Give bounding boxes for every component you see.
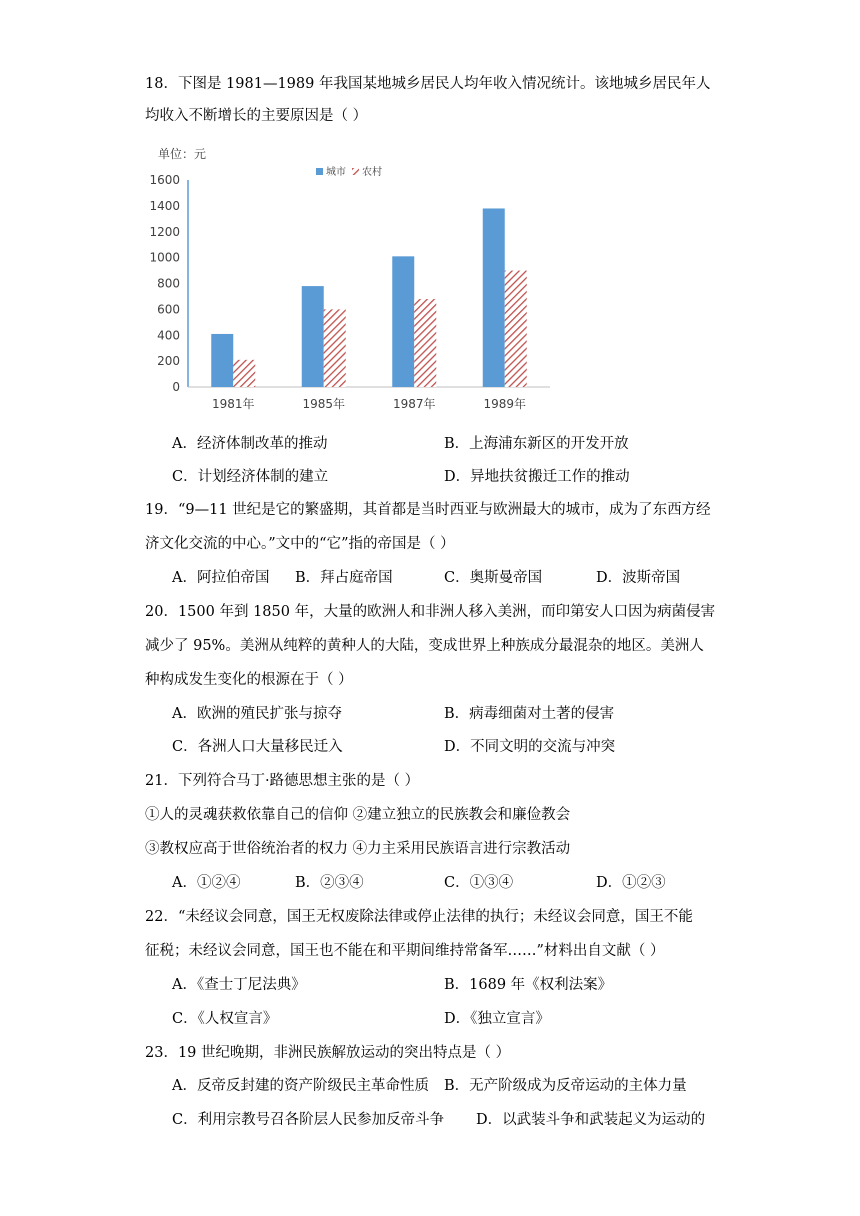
bar-rural [505,271,527,387]
y-tick-label: 1400 [149,198,180,213]
q23-option-d[interactable]: D．以武装斗争和武装起义为运动的 [476,1112,706,1128]
q22-option-a[interactable]: A．《查士丁尼法典》 [172,977,306,993]
y-tick-label: 600 [157,302,180,317]
y-axis-ticks [149,173,180,394]
q20-option-c[interactable]: C．各洲人口大量移民迁入 [172,739,343,755]
bar-rural [414,299,436,387]
legend-label-city: 城市 [326,167,346,178]
x-tick-label: 1987年 [392,397,436,411]
q21-option-a[interactable]: A．①②④ [172,875,241,891]
chart-legend [316,165,382,178]
bar-city [392,256,414,387]
bar-city [211,334,233,387]
q18-option-a[interactable]: A．经济体制改革的推动 [172,436,328,452]
q21-option-b[interactable]: B．②③④ [295,875,364,891]
q23-option-b[interactable]: B．无产阶级成为反帝运动的主体力量 [444,1078,687,1094]
legend-label-rural: 农村 [362,167,382,178]
y-tick-label: 1200 [149,224,180,239]
q18-option-c[interactable]: C．计划经济体制的建立 [172,469,329,485]
q19-stem-line1: 19．“9—11 世纪是它的繁盛期，其首都是当时西亚与欧洲最大的城市，成为了东西方经 [145,502,711,518]
q18-option-b[interactable]: B．上海浦东新区的开发开放 [444,436,629,452]
legend-swatch-city [316,168,323,175]
x-tick-label: 1989年 [483,397,527,411]
legend-swatch-rural [352,168,359,175]
q20-stem-line2: 减少了 95%。美洲从纯粹的黄种人的大陆，变成世界上种族成分最混杂的地区。美洲人 [145,638,704,654]
q21-stem-line2: ①人的灵魂获救依靠自己的信仰 ②建立独立的民族教会和廉俭教会 [145,807,571,823]
q20-option-b[interactable]: B．病毒细菌对土著的侵害 [444,706,615,722]
q23-option-a[interactable]: A．反帝反封建的资产阶级民主革命性质 [172,1078,429,1094]
chart-unit-label: 单位：元 [158,147,207,161]
q22-option-d[interactable]: D．《独立宣言》 [444,1011,550,1027]
x-tick-label: 1985年 [302,397,346,411]
q20-option-d[interactable]: D．不同文明的交流与冲突 [444,739,616,755]
q22-option-c[interactable]: C．《人权宣言》 [172,1011,278,1027]
q19-option-b[interactable]: B．拜占庭帝国 [295,570,393,586]
income-bar-chart [140,140,560,420]
q18-option-d[interactable]: D．异地扶贫搬迁工作的推动 [444,469,630,485]
q22-stem-line2: 征税；未经议会同意，国王也不能在和平期间维持常备军……”材料出自文献（ ） [145,943,665,959]
q21-stem-line1: 21．下列符合马丁·路德思想主张的是（ ） [145,773,420,789]
bar-city [302,286,324,387]
q19-option-c[interactable]: C．奥斯曼帝国 [444,570,543,586]
q20-option-a[interactable]: A．欧洲的殖民扩张与掠夺 [172,706,342,722]
q22-stem-line1: 22．“未经议会同意，国王无权废除法律或停止法律的执行；未经议会同意，国王不能 [145,909,693,925]
x-axis-labels [212,396,526,411]
y-tick-label: 1600 [149,173,180,187]
q22-option-b[interactable]: B．1689 年《权利法案》 [444,977,613,993]
q18-stem-line2: 均收入不断增长的主要原因是（ ） [145,108,368,124]
q23-stem-line1: 23．19 世纪晚期，非洲民族解放运动的突出特点是（ ） [145,1045,511,1061]
q21-option-d[interactable]: D．①②③ [596,875,666,891]
y-tick-label: 1000 [149,250,180,265]
q18-stem-line1: 18．下图是 1981—1989 年我国某地城乡居民人均年收入情况统计。该地城乡居民年人 [145,76,711,92]
q19-option-d[interactable]: D．波斯帝国 [596,570,681,586]
bar-rural [324,309,346,387]
y-tick-label: 400 [157,328,180,343]
x-tick-label: 1981年 [211,397,255,411]
q19-stem-line2: 济文化交流的中心。”文中的“它”指的帝国是（ ） [145,536,455,552]
bar-city [483,208,505,387]
bar-rural [233,360,255,387]
q19-option-a[interactable]: A．阿拉伯帝国 [172,570,270,586]
q23-option-c[interactable]: C．利用宗教号召各阶层人民参加反帝斗争 [172,1112,445,1128]
q21-option-c[interactable]: C．①③④ [444,875,514,891]
q20-stem-line3: 种构成发生变化的根源在于（ ） [145,672,353,688]
y-tick-label: 800 [157,276,180,291]
bars-group [211,208,527,387]
y-tick-label: 0 [172,380,180,394]
q20-stem-line1: 20．1500 年到 1850 年，大量的欧洲人和非洲人移入美洲，而印第安人口因为病菌侵害 [145,604,716,620]
y-tick-label: 200 [157,354,180,369]
q21-stem-line3: ③教权应高于世俗统治者的权力 ④力主采用民族语言进行宗教活动 [145,841,571,857]
